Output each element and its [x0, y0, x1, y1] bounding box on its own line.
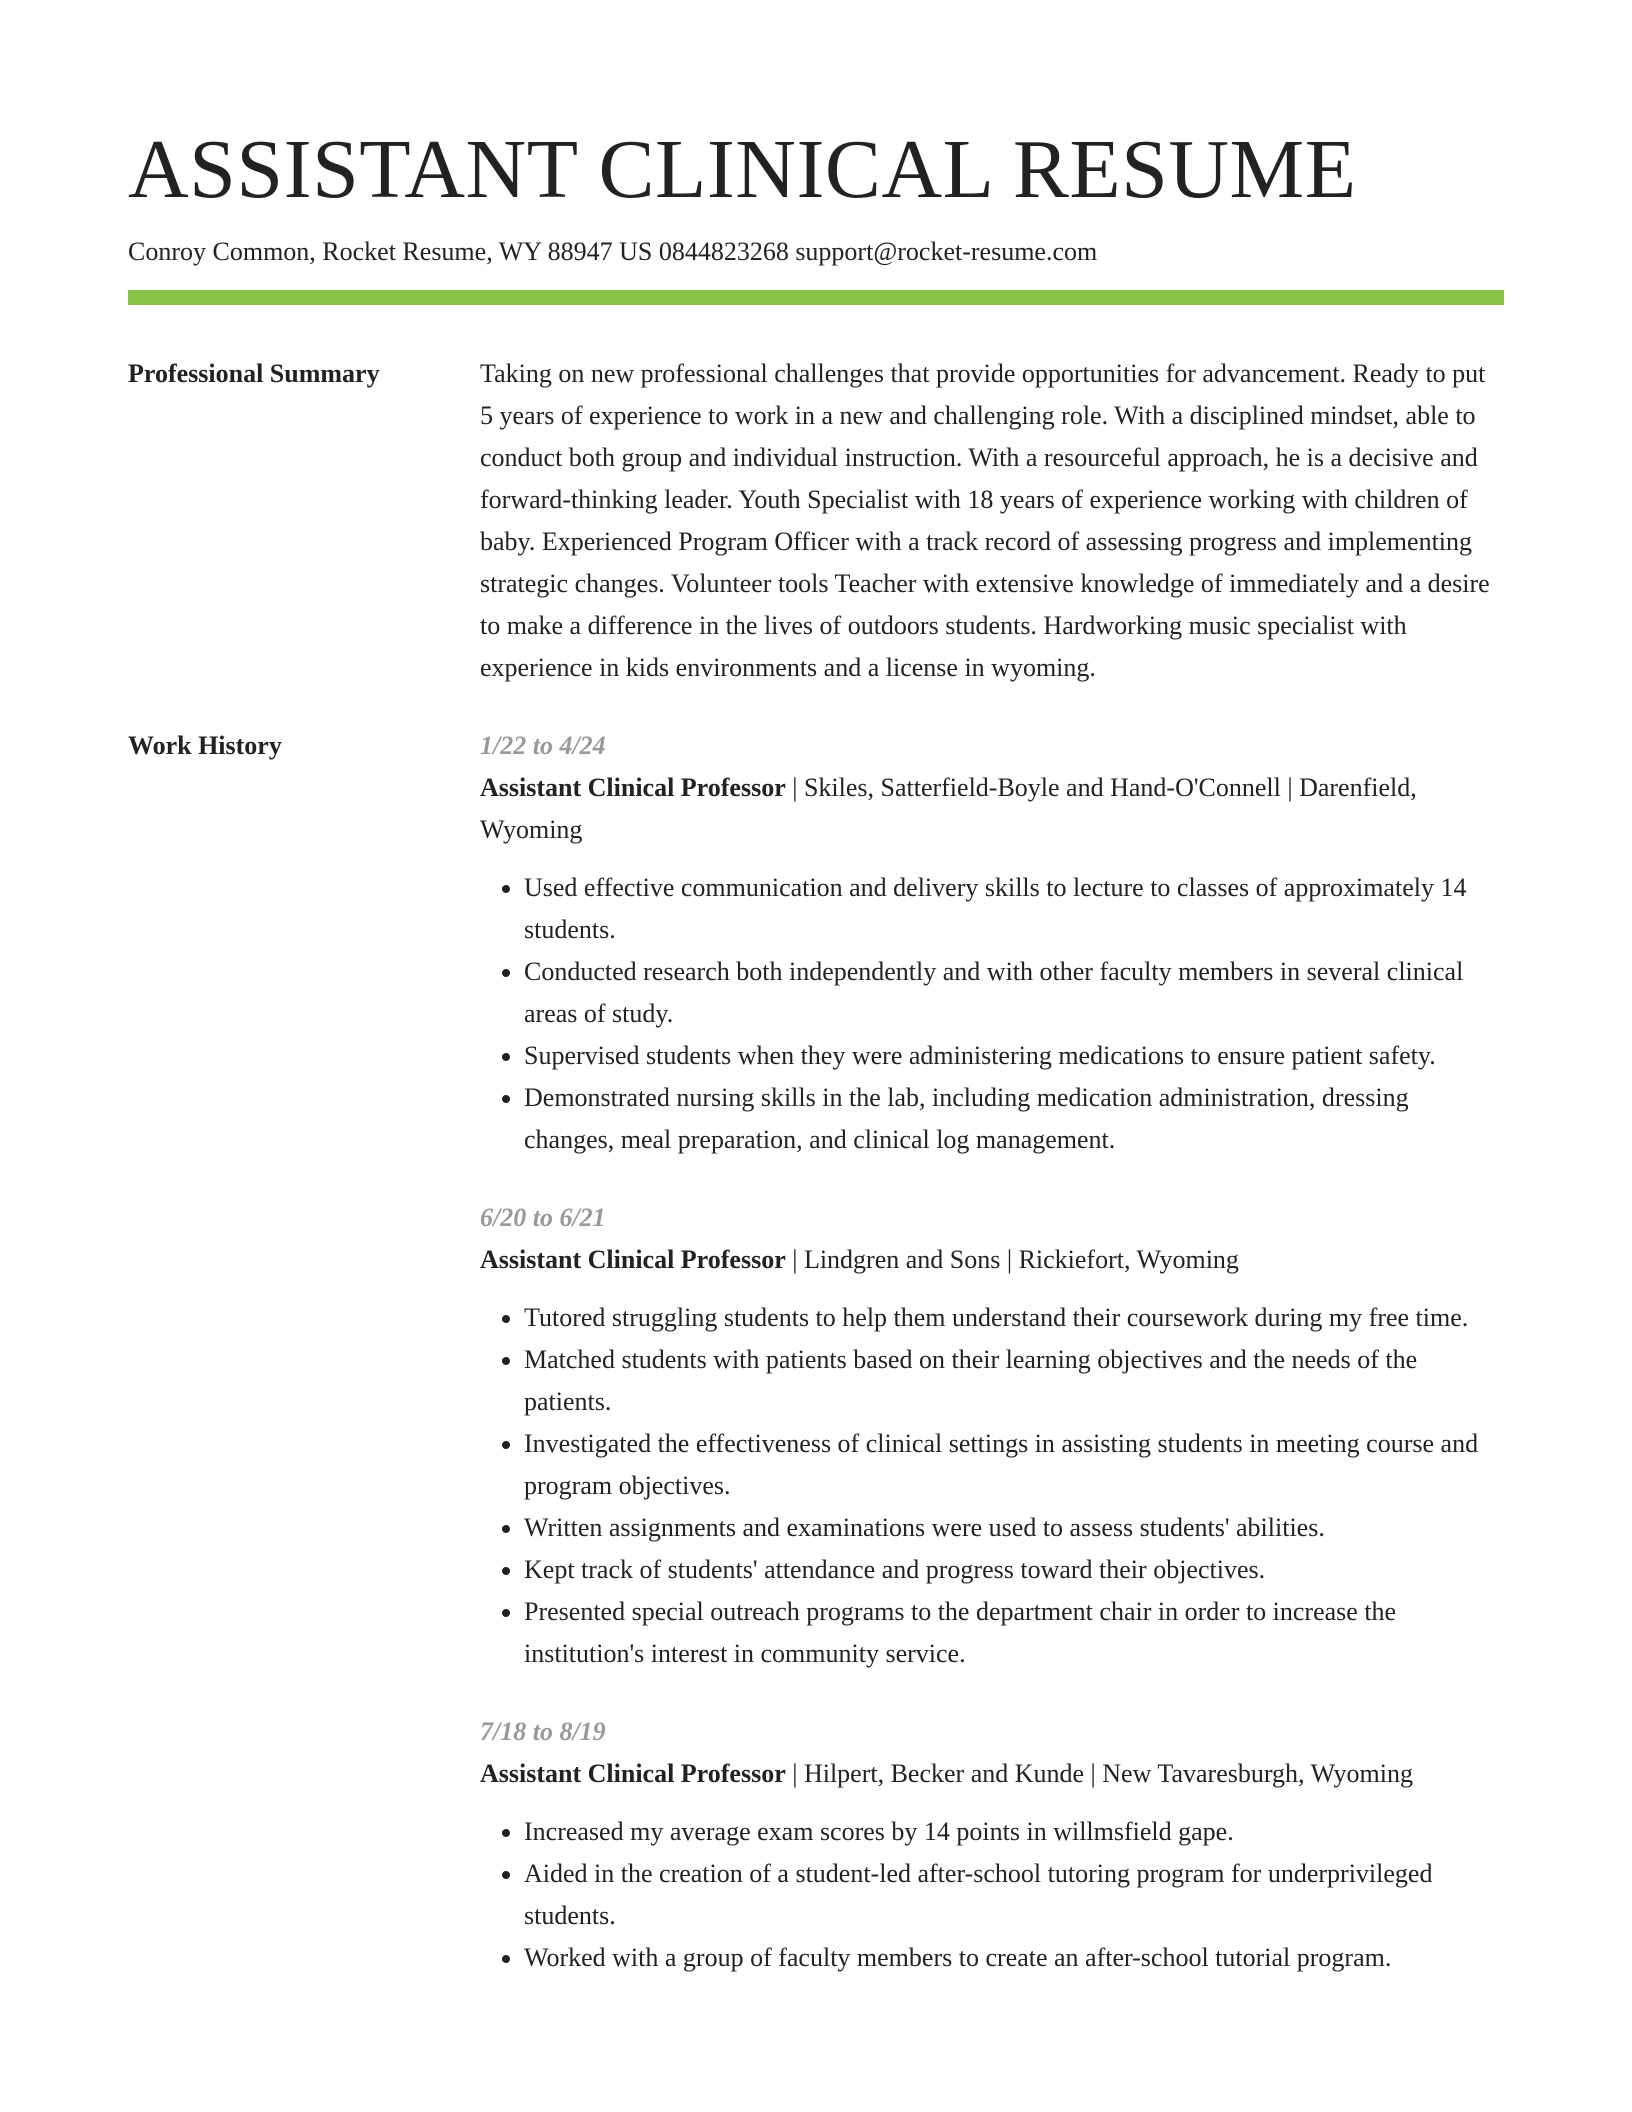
- work-history-section: [128, 725, 1504, 1979]
- job-bullet: • Conducted research both independently and with other faculty members in several clinical areas of study.: [524, 951, 1504, 1035]
- accent-divider: [128, 290, 1504, 305]
- job-details: | Skiles, Satterfield-Boyle and Hand-O'Connell | Darenfield, Wyoming: [480, 773, 1417, 844]
- summary-body: [480, 353, 1504, 689]
- job-bullet: • Supervised students when they were administering medications to ensure patient safety.: [524, 1035, 1504, 1077]
- job-bullet: • Aided in the creation of a student-led after-school tutoring program for underprivileged students.: [524, 1853, 1504, 1937]
- job-dates: 1/22 to 4/24: [480, 731, 606, 760]
- contact-line: Conroy Common, Rocket Resume, WY 88947 US 0844823268 support@rocket-resume.com: [128, 237, 1098, 266]
- job-bullet: • Worked with a group of faculty members to create an after-school tutorial program.: [524, 1937, 1504, 1979]
- work-history-heading: Work History: [128, 731, 282, 760]
- job-bullet-list: [480, 1811, 1504, 1979]
- resume-title: ASSISTANT CLINICAL RESUME: [128, 123, 1357, 216]
- job-bullet-list: [480, 1297, 1504, 1675]
- job-bullet: • Presented special outreach programs to the department chair in order to increase the institution's interest in community service.: [524, 1591, 1504, 1675]
- job-bullet: • Written assignments and examinations were used to assess students' abilities.: [524, 1507, 1504, 1549]
- job-heading: [480, 767, 1504, 851]
- resume-page: [128, 118, 1504, 1979]
- job-heading: [480, 1753, 1504, 1795]
- job-entry: [480, 1711, 1504, 1979]
- job-bullet-list: [480, 867, 1504, 1161]
- job-bullet: • Used effective communication and delivery skills to lecture to classes of approximately 14 students.: [524, 867, 1504, 951]
- job-bullet: • Kept track of students' attendance and progress toward their objectives.: [524, 1549, 1504, 1591]
- summary-heading: Professional Summary: [128, 359, 380, 388]
- job-bullet: • Matched students with patients based on their learning objectives and the needs of the patients.: [524, 1339, 1504, 1423]
- work-history-body: [480, 725, 1504, 1979]
- job-details: | Hilpert, Becker and Kunde | New Tavaresburgh, Wyoming: [785, 1759, 1413, 1788]
- job-entry: [480, 725, 1504, 1161]
- job-bullet: • Tutored struggling students to help them understand their coursework during my free time.: [524, 1297, 1504, 1339]
- job-dates: 7/18 to 8/19: [480, 1717, 606, 1746]
- job-heading: [480, 1239, 1504, 1281]
- summary-section: [128, 353, 1504, 689]
- job-entry: [480, 1197, 1504, 1675]
- job-bullet: • Demonstrated nursing skills in the lab, including medication administration, dressing changes, meal preparation, and clinical log management.: [524, 1077, 1504, 1161]
- job-details: | Lindgren and Sons | Rickiefort, Wyoming: [785, 1245, 1239, 1274]
- job-title: Assistant Clinical Professor: [480, 773, 786, 802]
- job-bullet: • Increased my average exam scores by 14 points in willmsfield gape.: [524, 1811, 1504, 1853]
- job-title: Assistant Clinical Professor: [480, 1245, 786, 1274]
- job-dates: 6/20 to 6/21: [480, 1203, 606, 1232]
- job-title: Assistant Clinical Professor: [480, 1759, 786, 1788]
- job-bullet: • Investigated the effectiveness of clinical settings in assisting students in meeting course and program objectives.: [524, 1423, 1504, 1507]
- summary-text: Taking on new professional challenges that provide opportunities for advancement. Ready to put 5 years of experience to work in a new and challenging role. With a disciplined mindset, able to conduct both group and individual instruction. With a resourceful approach, he is a decisive and forward-thinking leader. Youth Specialist with 18 years of experience working with children of baby. Experienced Program Officer with a track record of assessing progress and implementing strategic changes. Volunteer tools Teacher with extensive knowledge of immediately and a desire to make a difference in the lives of outdoors students. Hardworking music specialist with experience in kids environments and a license in wyoming.: [480, 359, 1490, 682]
